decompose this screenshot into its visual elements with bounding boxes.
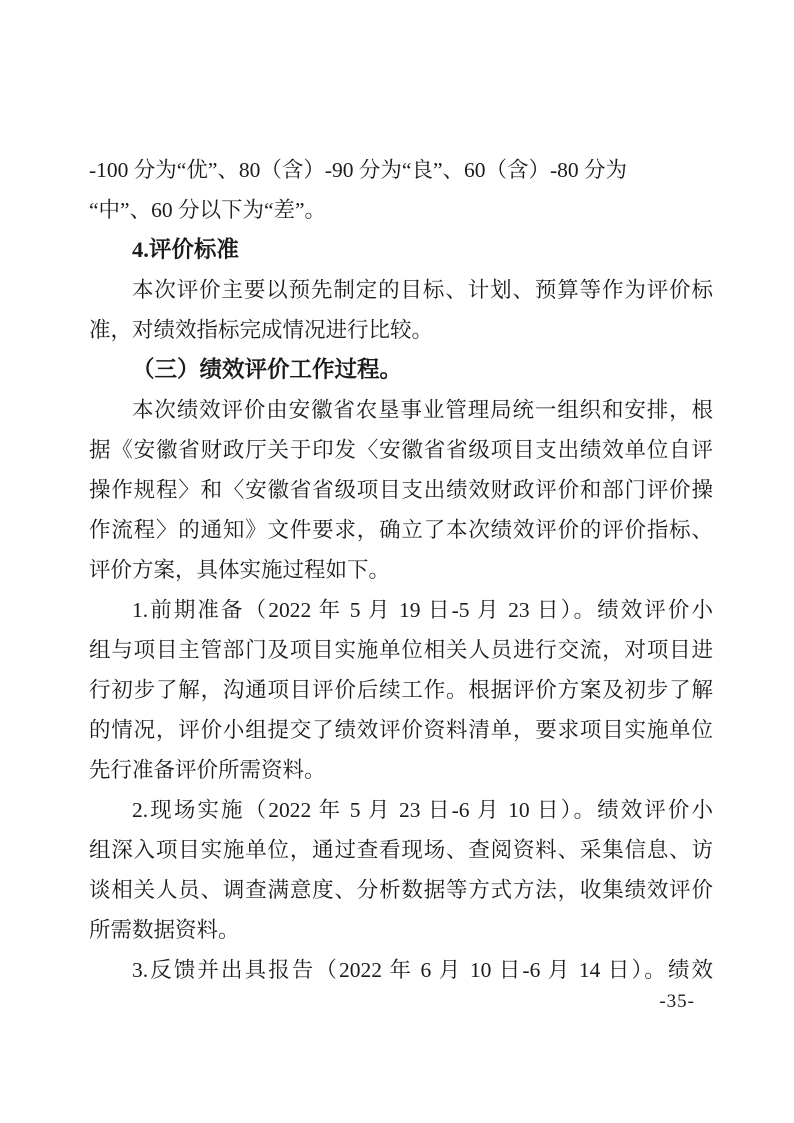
text-line: 准，对绩效指标完成情况进行比较。 xyxy=(89,318,434,342)
text-line: 操作规程〉和〈安徽省省级项目支出绩效财政评价和部门评价操 xyxy=(89,478,713,502)
document-body xyxy=(89,150,713,990)
text-line: 本次绩效评价由安徽省农垦事业管理局统一组织和安排，根 xyxy=(132,398,713,422)
text-line: 谈相关人员、调查满意度、分析数据等方式方法，收集绩效评价 xyxy=(89,878,713,902)
text-line: 本次评价主要以预先制定的目标、计划、预算等作为评价标 xyxy=(132,278,713,302)
text-line-step-3-report: 3.反馈并出具报告（2022 年 6 月 10 日-6 月 14 日）。绩效 xyxy=(132,958,713,982)
text-line: “中”、60 分以下为“差”。 xyxy=(89,198,327,222)
text-line: 组深入项目实施单位，通过查看现场、查阅资料、采集信息、访 xyxy=(89,838,713,862)
page-number: -35- xyxy=(659,991,695,1012)
section-heading-evaluation-criteria: 4.评价标准 xyxy=(132,237,239,262)
text-line: 行初步了解，沟通项目评价后续工作。根据评价方案及初步了解 xyxy=(89,678,713,702)
text-line-step-2-onsite: 2.现场实施（2022 年 5 月 23 日-6 月 10 日）。绩效评价小 xyxy=(132,798,713,822)
text-line: 组与项目主管部门及项目实施单位相关人员进行交流，对项目进 xyxy=(89,638,713,662)
text-line: 所需数据资料。 xyxy=(89,918,240,942)
section-heading-evaluation-process: （三）绩效评价工作过程。 xyxy=(132,357,403,382)
text-line: -100 分为“优”、80（含）-90 分为“良”、60（含）-80 分为 xyxy=(89,158,628,182)
text-line-step-1-preparation: 1.前期准备（2022 年 5 月 19 日-5 月 23 日）。绩效评价小 xyxy=(132,598,713,622)
text-line: 作流程〉的通知》文件要求，确立了本次绩效评价的评价指标、 xyxy=(89,518,713,542)
text-line: 先行准备评价所需资料。 xyxy=(89,758,326,782)
text-line: 评价方案，具体实施过程如下。 xyxy=(89,558,391,582)
text-line: 的情况，评价小组提交了绩效评价资料清单，要求项目实施单位 xyxy=(89,718,713,742)
text-line: 据《安徽省财政厅关于印发〈安徽省省级项目支出绩效单位自评 xyxy=(89,438,713,462)
